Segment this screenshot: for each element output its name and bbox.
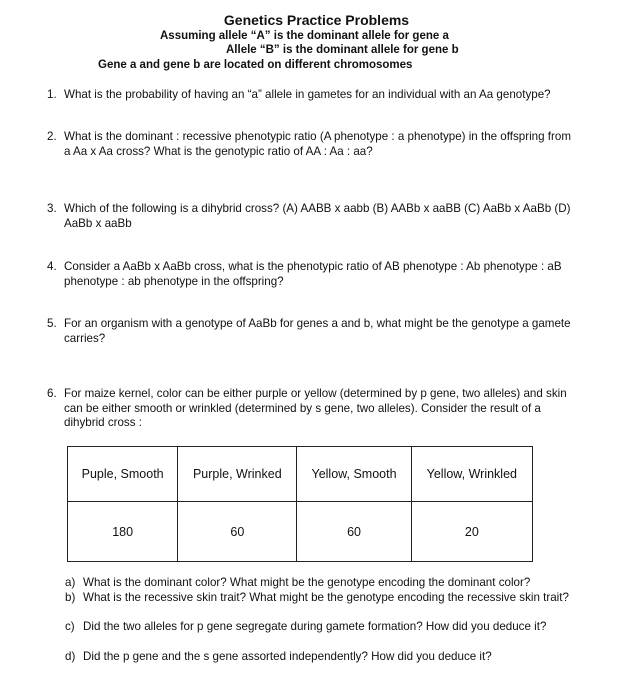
table-header-row xyxy=(68,447,533,502)
subquestion-text: Did the p gene and the s gene assorted independently? How did you deduce it? xyxy=(83,650,492,663)
question-text: What is the dominant : recessive phenotypic ratio (A phenotype : a phenotype) in the offspring from a Aa x Aa cross? What is the genotypic ratio of AA : Aa : aa? xyxy=(64,130,571,158)
question-number: 1. xyxy=(47,88,57,101)
subquestion-c xyxy=(65,621,575,634)
table-header-cell: Yellow, Wrinkled xyxy=(411,447,532,502)
subquestion-letter: b) xyxy=(65,591,76,604)
subquestion-a xyxy=(65,577,575,590)
question-6 xyxy=(47,387,577,431)
table-row xyxy=(68,502,533,562)
question-5 xyxy=(47,317,577,346)
subquestion-b xyxy=(65,592,575,605)
table-cell: 180 xyxy=(68,502,178,562)
question-text: What is the probability of having an “a” allele in gametes for an individual with an Aa genotype? xyxy=(64,88,551,101)
table-cell: 60 xyxy=(297,502,411,562)
question-number: 3. xyxy=(47,202,57,215)
table-header-cell: Yellow, Smooth xyxy=(297,447,411,502)
page-title: Genetics Practice Problems xyxy=(223,12,410,28)
table-header-cell: Puple, Smooth xyxy=(68,447,178,502)
subquestion-letter: c) xyxy=(65,620,75,633)
table-cell: 60 xyxy=(178,502,297,562)
assumption-line-3: Gene a and gene b are located on different chromosomes xyxy=(98,59,413,71)
question-2 xyxy=(47,130,577,159)
question-3 xyxy=(47,202,577,231)
subquestion-letter: d) xyxy=(65,650,76,663)
subquestion-text: Did the two alleles for p gene segregate during gamete formation? How did you deduce it? xyxy=(83,620,547,633)
question-text: For maize kernel, color can be either purple or yellow (determined by p gene, two alleles) and skin can be either smooth or wrinkled (determined by s gene, two alleles). Consider the result of a dihybrid cross : xyxy=(64,387,567,429)
subquestion-letter: a) xyxy=(65,576,76,589)
question-text: For an organism with a genotype of AaBb for genes a and b, what might be the genotype a gamete carries? xyxy=(64,317,571,345)
question-number: 6. xyxy=(47,387,57,400)
question-text: Consider a AaBb x AaBb cross, what is the phenotypic ratio of AB phenotype : Ab phenotype : aB phenotype : ab phenotype in the offspring? xyxy=(64,260,562,288)
table-header-cell: Purple, Wrinked xyxy=(178,447,297,502)
question-number: 4. xyxy=(47,260,57,273)
subquestion-text: What is the dominant color? What might be the genotype encoding the dominant color? xyxy=(83,576,531,589)
subquestion-d xyxy=(65,651,575,664)
question-text: Which of the following is a dihybrid cross? (A) AABB x aabb (B) AABb x aaBB (C) AaBb x AaBb (D) AaBb x aaBb xyxy=(64,202,571,230)
table-cell: 20 xyxy=(411,502,532,562)
question-number: 2. xyxy=(47,130,57,143)
question-number: 5. xyxy=(47,317,57,330)
dihybrid-cross-table xyxy=(67,446,533,562)
question-4 xyxy=(47,260,577,289)
subquestion-text: What is the recessive skin trait? What might be the genotype encoding the recessive skin trait? xyxy=(83,591,569,604)
assumption-line-1: Assuming allele “A” is the dominant allele for gene a xyxy=(160,30,449,42)
question-1 xyxy=(47,88,577,103)
assumption-line-2: Allele “B” is the dominant allele for gene b xyxy=(226,44,459,56)
